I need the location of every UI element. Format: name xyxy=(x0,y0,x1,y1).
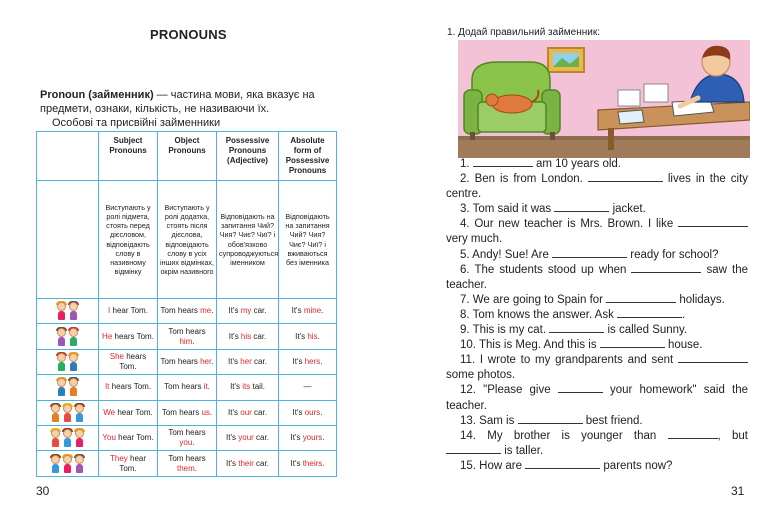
pronoun-highlight: us xyxy=(201,407,210,417)
example-text: . xyxy=(321,306,324,316)
kids-illustration xyxy=(37,324,99,349)
pronoun-highlight: her xyxy=(200,356,212,366)
example-text: hears Tom. xyxy=(112,331,154,341)
answer-blank[interactable] xyxy=(668,429,718,439)
intro-subtitle: Особові та присвійні займенники xyxy=(52,117,221,129)
example-text: . xyxy=(207,382,210,392)
example-text: car. xyxy=(253,458,269,468)
exercise-list xyxy=(446,157,748,474)
pronoun-highlight: your xyxy=(238,433,254,443)
example-text: It's xyxy=(290,433,303,443)
pronoun-highlight: her xyxy=(240,356,252,366)
header-subject: Subject Pronouns xyxy=(99,132,158,181)
subject-cell xyxy=(99,349,158,374)
desc-possessive: Відповідають на запитання Чий? Чия? Чиє? Чиї? і обов'язково супроводжуються іменником xyxy=(217,181,279,299)
possessive-cell xyxy=(217,349,279,374)
page-number-left: 30 xyxy=(36,484,50,498)
example-text: . xyxy=(322,433,325,443)
exercise-text: lives in the city centre. xyxy=(446,173,748,201)
answer-blank[interactable] xyxy=(549,323,604,333)
pronoun-highlight: She xyxy=(109,351,124,361)
exercise-text: . xyxy=(682,308,686,321)
example-text: hear Tom. xyxy=(115,407,153,417)
exercise-text: very much. xyxy=(446,233,503,246)
example-text: . xyxy=(211,306,214,316)
pronoun-highlight: him xyxy=(179,336,193,346)
example-text: It's xyxy=(230,382,243,392)
example-text: Tom hears xyxy=(168,428,206,438)
exercise-item xyxy=(446,293,748,308)
subject-cell xyxy=(99,299,158,324)
exercise-item xyxy=(446,429,748,459)
desc-empty xyxy=(37,181,99,299)
kids-illustration xyxy=(37,375,99,400)
table-row xyxy=(37,451,337,476)
pronouns-table xyxy=(36,131,337,477)
exercise-item xyxy=(446,323,748,338)
pronoun-highlight: its xyxy=(242,382,251,392)
example-text: It's xyxy=(292,407,305,417)
kids-illustration xyxy=(37,451,99,476)
exercise-text: , but xyxy=(717,429,748,442)
example-text: hear Tom. xyxy=(119,453,147,473)
example-text: Tom hears xyxy=(160,356,201,366)
object-cell xyxy=(158,425,217,450)
exercise-text: 4. Our new teacher is Mrs. Brown. I like xyxy=(460,218,678,231)
example-text: It's xyxy=(290,458,303,468)
desc-subject: Виступають у ролі підмета, стоять перед дієсловом, відповідають слову в називному відмінку xyxy=(99,181,158,299)
example-text: — xyxy=(303,382,312,392)
example-text: It's xyxy=(292,356,305,366)
object-cell xyxy=(158,299,217,324)
example-text: It's xyxy=(228,407,241,417)
example-text: car. xyxy=(251,331,267,341)
answer-blank[interactable] xyxy=(552,248,627,258)
exercise-item xyxy=(446,338,748,353)
example-text: Tom hears xyxy=(168,326,206,336)
table-row xyxy=(37,324,337,349)
table-header-row xyxy=(37,132,337,181)
possessive-cell xyxy=(217,425,279,450)
pronoun-highlight: We xyxy=(103,407,116,417)
example-text: It's xyxy=(291,306,304,316)
answer-blank[interactable] xyxy=(554,202,609,212)
exercise-text: ready for school? xyxy=(627,248,719,261)
answer-blank[interactable] xyxy=(558,383,603,393)
exercise-text: 1. xyxy=(460,158,473,170)
boy-writing-letter-illustration xyxy=(458,40,750,158)
pronoun-highlight: mine xyxy=(303,306,322,316)
absolute-cell xyxy=(279,324,337,349)
answer-blank[interactable] xyxy=(600,338,665,348)
intro-text xyxy=(40,88,340,130)
example-text: . xyxy=(320,407,323,417)
exercise-text: some photos. xyxy=(446,369,516,382)
kids-illustration xyxy=(37,400,99,425)
desc-object: Виступають у ролі додатка, стоять після дієслова, відповідають слову в усіх інших відмінках, окрім називного xyxy=(158,181,217,299)
pronoun-highlight: He xyxy=(102,331,113,341)
absolute-cell xyxy=(279,375,337,400)
example-text: . xyxy=(211,356,214,366)
exercise-text: parents now? xyxy=(600,459,673,472)
pronoun-highlight: his xyxy=(240,331,252,341)
example-text: . xyxy=(322,458,325,468)
kids-illustration xyxy=(37,299,99,324)
table-row xyxy=(37,299,337,324)
exercise-text: 5. Andy! Sue! Are xyxy=(460,248,553,261)
pronoun-highlight: They xyxy=(109,453,128,463)
right-page xyxy=(388,0,776,512)
absolute-cell xyxy=(279,451,337,476)
answer-blank[interactable] xyxy=(606,293,676,303)
page-title: PRONOUNS xyxy=(150,27,227,42)
exercise-text: jacket. xyxy=(609,203,646,216)
intro-term: Pronoun (займенник) xyxy=(40,89,154,101)
table-row xyxy=(37,349,337,374)
answer-blank[interactable] xyxy=(678,217,748,227)
subject-cell xyxy=(99,400,158,425)
exercise-text: is called Sunny. xyxy=(604,324,688,337)
answer-blank[interactable] xyxy=(473,157,533,167)
pronoun-highlight: our xyxy=(240,407,252,417)
pronoun-highlight: their xyxy=(238,458,254,468)
object-cell xyxy=(158,400,217,425)
example-text: It's xyxy=(295,331,308,341)
pronoun-highlight: You xyxy=(102,433,116,443)
example-text: . xyxy=(320,356,323,366)
example-text: car. xyxy=(251,407,267,417)
exercise-text: 12. "Please give xyxy=(460,384,558,397)
table-row xyxy=(37,400,337,425)
exercise-text: holidays. xyxy=(676,293,725,306)
header-possessive: Possessive Pronouns (Adjective) xyxy=(217,132,279,181)
possessive-cell xyxy=(217,451,279,476)
exercise-text: 7. We are going to Spain for xyxy=(460,293,607,306)
absolute-cell xyxy=(279,425,337,450)
answer-blank[interactable] xyxy=(446,444,501,454)
exercise-item xyxy=(446,308,748,323)
kids-illustration xyxy=(37,425,99,450)
answer-blank[interactable] xyxy=(588,172,663,182)
exercise-text: 15. How are xyxy=(460,459,526,472)
pronoun-highlight: I xyxy=(108,306,111,316)
example-text: Tom hears xyxy=(161,407,202,417)
example-text: . xyxy=(317,331,320,341)
exercise-text: your homework" said the teacher. xyxy=(446,384,748,412)
table-description-row xyxy=(37,181,337,299)
answer-blank[interactable] xyxy=(617,308,682,318)
kids-illustration xyxy=(37,349,99,374)
example-text: . xyxy=(192,336,195,346)
exercise-text: 6. The students stood up when xyxy=(460,263,632,276)
pronoun-highlight: yours xyxy=(302,433,323,443)
example-text: . xyxy=(192,438,195,448)
page-number-right: 31 xyxy=(731,484,745,498)
header-absolute: Absolute form of Possessive Pronouns xyxy=(279,132,337,181)
exercise-item xyxy=(446,459,748,474)
exercise-item xyxy=(446,414,748,429)
answer-blank[interactable] xyxy=(518,414,583,424)
picture-frame-icon xyxy=(548,48,584,72)
example-text: It's xyxy=(228,356,241,366)
object-cell xyxy=(158,324,217,349)
exercise-item xyxy=(446,263,748,293)
table-row xyxy=(37,425,337,450)
pronoun-highlight: them xyxy=(176,463,195,473)
example-text: car. xyxy=(253,433,269,443)
example-text: It's xyxy=(226,433,239,443)
exercise-text: saw the teacher. xyxy=(446,263,749,291)
example-text: hear Tom. xyxy=(115,433,154,443)
object-cell xyxy=(158,451,217,476)
exercise-item xyxy=(446,157,748,172)
exercise-text: 8. Tom knows the answer. Ask xyxy=(460,308,618,321)
example-text: It's xyxy=(228,331,241,341)
exercise-text: house. xyxy=(664,339,703,352)
exercise-text: is taller. xyxy=(501,444,544,457)
example-text: car. xyxy=(251,356,267,366)
table-row xyxy=(37,375,337,400)
pronoun-highlight: It xyxy=(104,382,110,392)
desc-absolute: Відповідають на запитання Чий? Чия? Чиє? Чиї? і вживаються без іменника xyxy=(279,181,337,299)
example-text: tail. xyxy=(250,382,265,392)
task-heading: 1. Додай правильний займенник: xyxy=(447,27,601,38)
example-text: It's xyxy=(228,306,241,316)
exercise-text: 10. This is Meg. And this is xyxy=(460,339,600,352)
pronoun-highlight: you xyxy=(179,438,193,448)
pronoun-highlight: my xyxy=(240,306,252,316)
object-cell xyxy=(158,349,217,374)
absolute-cell xyxy=(279,349,337,374)
example-text: It's xyxy=(226,458,239,468)
absolute-cell xyxy=(279,400,337,425)
intro-definition: — частина мови, яка вказує на предмети, ознаки, кількість, не називаючи їх. xyxy=(40,89,315,115)
exercise-item xyxy=(446,353,748,383)
exercise-item xyxy=(446,202,748,217)
exercise-text: 14. My brother is younger than xyxy=(460,429,668,442)
possessive-cell xyxy=(217,324,279,349)
possessive-cell xyxy=(217,375,279,400)
example-text: car. xyxy=(251,306,267,316)
example-text: . xyxy=(194,463,198,473)
exercise-text: 2. Ben is from London. xyxy=(460,173,588,186)
pronoun-highlight: it xyxy=(203,382,208,392)
exercise-text: best friend. xyxy=(582,414,643,427)
possessive-cell xyxy=(217,299,279,324)
example-text: Tom hears xyxy=(160,306,201,316)
example-text: . xyxy=(209,407,213,417)
answer-blank[interactable] xyxy=(525,459,600,469)
exercise-text: 3. Tom said it was xyxy=(460,203,555,216)
pronoun-highlight: ours xyxy=(304,407,321,417)
exercise-text: 11. I wrote to my grandparents and sent xyxy=(460,354,678,367)
header-empty xyxy=(37,132,99,181)
armchair-dog-illustration xyxy=(464,62,560,140)
exercise-item xyxy=(446,172,748,202)
exercise-text: 9. This is my cat. xyxy=(460,324,550,337)
exercise-item xyxy=(446,217,748,247)
answer-blank[interactable] xyxy=(631,263,701,273)
example-text: Tom hears xyxy=(168,453,206,463)
subject-cell xyxy=(99,451,158,476)
exercise-item xyxy=(446,383,748,413)
pronoun-highlight: me xyxy=(200,306,212,316)
object-cell xyxy=(158,375,217,400)
answer-blank[interactable] xyxy=(678,353,748,363)
subject-cell xyxy=(99,324,158,349)
example-text: hears Tom. xyxy=(109,382,152,392)
exercise-item xyxy=(446,248,748,263)
possessive-cell xyxy=(217,400,279,425)
exercise-text: am 10 years old. xyxy=(532,158,622,170)
pronoun-highlight: theirs xyxy=(302,458,323,468)
pronoun-highlight: his xyxy=(307,331,318,341)
exercise-text: 13. Sam is xyxy=(460,414,518,427)
example-text: hears Tom. xyxy=(119,351,147,371)
header-object: Object Pronouns xyxy=(158,132,217,181)
absolute-cell xyxy=(279,299,337,324)
example-text: hear Tom. xyxy=(110,306,148,316)
subject-cell xyxy=(99,425,158,450)
pronoun-highlight: hers xyxy=(304,356,321,366)
subject-cell xyxy=(99,375,158,400)
example-text: Tom hears xyxy=(164,382,204,392)
